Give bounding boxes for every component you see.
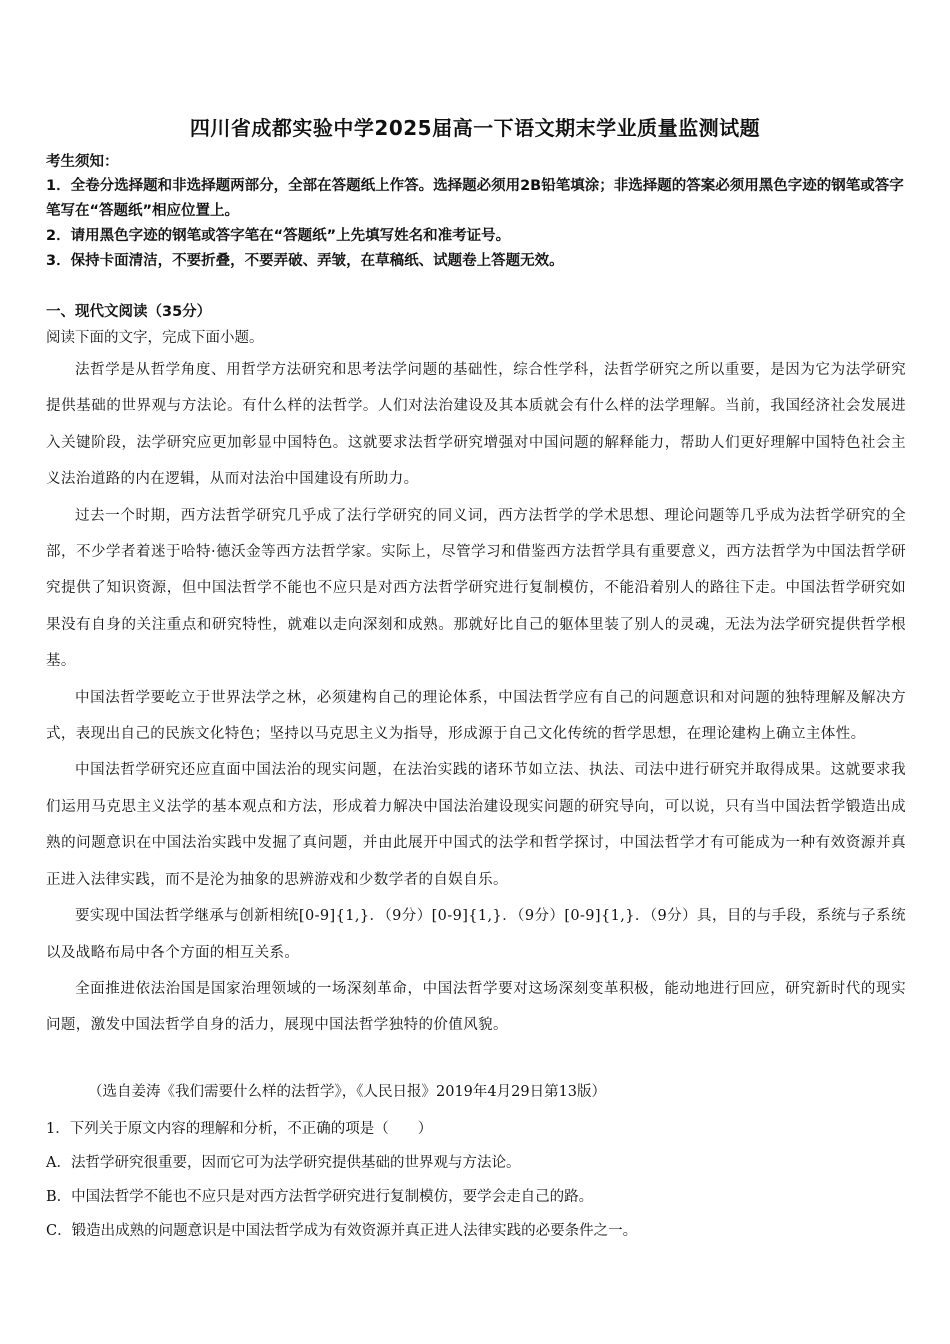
notice-list (46, 174, 908, 274)
passage-paragraph: 过去一个时期，西方法哲学研究几乎成了法行学研究的同义词，西方法哲学的学术思想、理论问题等几乎成为法哲学研究的全部，不少学者着迷于哈特·德沃金等西方法哲学家。实际上，尽管学习和借鉴西方法哲学具有重要意义，西方法哲学为中国法哲学研究提供了知识资源，但中国法哲学不能也不应只是对西方法哲学研究进行复制模仿，不能沿着别人的路往下走。中国法哲学研究如果没有自身的关注重点和研究特性，就难以走向深刻和成熟。那就好比自己的躯体里装了别人的灵魂，无法为法学研究提供哲学根基。 (46, 507, 906, 670)
question-option: A．法哲学研究很重要，因而它可为法学研究提供基础的世界观与方法论。 (46, 1155, 521, 1171)
question-option: B．中国法哲学不能也不应只是对西方法哲学研究进行复制模仿，要学会走自己的路。 (46, 1189, 594, 1205)
question-stem: 1．下列关于原文内容的理解和分析，不正确的项是（ ） (46, 1121, 433, 1137)
question-block (46, 1112, 906, 1248)
exam-title: 四川省成都实验中学2025届高一下语文期末学业质量监测试题 (189, 116, 761, 140)
section-instruction: 阅读下面的文字，完成下面小题。 (46, 330, 264, 346)
notice-item: 2．请用黑色字迹的钢笔或答字笔在“答题纸”上先填写姓名和准考证号。 (46, 228, 511, 244)
passage-paragraph: 全面推进依法治国是国家治理领域的一场深刻革命，中国法哲学要对这场深刻变革积极，能动地进行回应，研究新时代的现实问题，激发中国法哲学自身的活力，展现中国法哲学独特的价值风貌。 (46, 980, 906, 1034)
notice-item: 3．保持卡面清洁，不要折叠，不要弄破、弄皱，在草稿纸、试题卷上答题无效。 (46, 253, 564, 269)
passage-paragraph: 中国法哲学研究还应直面中国法治的现实问题，在法治实践的诸环节如立法、执法、司法中进行研究并取得成果。这就要求我们运用马克思主义法学的基本观点和方法，形成着力解决中国法治建设现实问题的研究导向，可以说，只有当中国法哲学锻造出成熟的问题意识在中国法治实践中发掘了真问题，并由此展开中国式的法学和哲学探讨，中国法哲学才有可能成为一种有效资源并真正进入法律实践，而不是沦为抽象的思辨游戏和少数学者的自娱自乐。 (46, 762, 906, 888)
passage-paragraph: 要实现中国法哲学继承与创新相统[0-9]{1,}．（9分）[0-9]{1,}．（9分）[0-9]{1,}．（9分）具，目的与手段，系统与子系统以及战略布局中各个方面的相互关系。 (46, 908, 906, 961)
passage-paragraph: 中国法哲学要屹立于世界法学之林，必须建构自己的理论体系，中国法哲学应有自己的问题意识和对问题的独特理解及解决方式，表现出自己的民族文化特色；坚持以马克思主义为指导，形成源于自己文化传统的哲学思想，在理论建构上确立主体性。 (46, 689, 906, 743)
notice-item: 1．全卷分选择题和非选择题两部分，全部在答题纸上作答。选择题必须用2B铅笔填涂；非选择题的答案必须用黑色字迹的钢笔或答字笔写在“答题纸”相应位置上。 (46, 178, 904, 219)
question-option: C．锻造出成熟的问题意识是中国法哲学成为有效资源并真正进人法律实践的必要条件之一。 (46, 1223, 638, 1239)
reading-passage (46, 352, 906, 1044)
passage-source (46, 1080, 906, 1101)
passage-paragraph: 法哲学是从哲学角度、用哲学方法研究和思考法学问题的基础性，综合性学科，法哲学研究之所以重要，是因为它为法学研究提供基础的世界观与方法论。有什么样的法哲学。人们对法治建设及其本质就会有什么样的法学理解。当前，我国经济社会发展进入关键阶段，法学研究应更加彰显中国特色。这就要求法哲学研究增强对中国问题的解释能力，帮助人们更好理解中国特色社会主义法治道路的内在逻辑，从而对法治中国建设有所助力。 (46, 362, 906, 488)
notice-heading: 考生须知： (46, 154, 119, 170)
source-citation: （选自姜涛《我们需要什么样的法哲学》，《人民日报》2019年4月29日第13版） (88, 1084, 607, 1100)
section-heading: 一、现代文阅读（35分） (46, 304, 212, 320)
